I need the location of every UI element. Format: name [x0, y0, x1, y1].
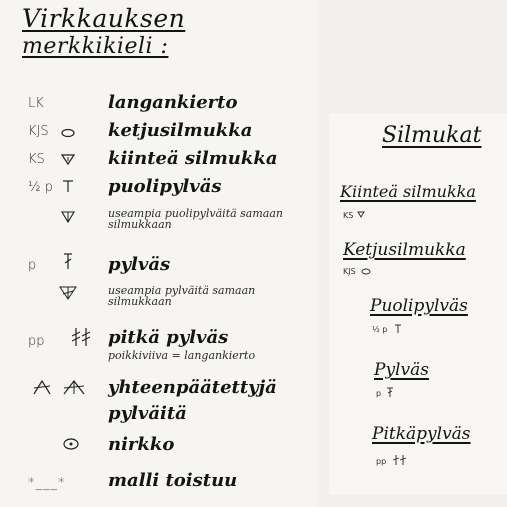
- right-abbr-half-double: ½ p: [372, 325, 388, 334]
- abbr-lk: LK: [28, 96, 44, 111]
- chart-title-line-2: merkkikieli :: [22, 34, 169, 59]
- abbr-kjs: KJS: [28, 124, 49, 139]
- double-crochet-cluster-icon: [58, 285, 78, 301]
- right-abbr-kjs: KJS: [343, 267, 356, 276]
- right-term-puolipylvas: Puolipylväs: [370, 296, 468, 316]
- right-term-kiintea-silmukka: Kiinteä silmukka: [340, 182, 476, 201]
- right-abbr-pp: pp: [376, 457, 387, 466]
- note-cross-line: poikkiviiva = langankierto: [108, 349, 256, 362]
- right-term-pylvas: Pylväs: [374, 360, 429, 380]
- term-pylvas: pylväs: [108, 254, 171, 275]
- half-double-crochet-icon: [60, 179, 76, 193]
- treble-crochet-icon: [392, 454, 408, 466]
- abbr-p: p: [28, 258, 37, 273]
- half-double-crochet-icon: [394, 324, 402, 334]
- right-abbr-ks: KS: [343, 211, 354, 220]
- chart-title-line-1: Virkkauksen: [22, 4, 186, 33]
- right-term-pitkapylvas: Pitkäpylväs: [372, 424, 471, 444]
- abbr-half-double: ½ p: [28, 180, 53, 195]
- term-puolipylvas: puolipylväs: [108, 176, 222, 197]
- picot-icon: [62, 437, 80, 451]
- term-pitka-pylvas: pitkä pylväs: [108, 327, 229, 348]
- abbr-pp: pp: [28, 334, 45, 349]
- double-crochet-icon: [386, 387, 394, 398]
- half-double-cluster-icon: [60, 210, 76, 224]
- chain-stitch-icon: [361, 268, 371, 275]
- note-multiple-half-double: useampia puolipylväitä samaan silmukkaan: [108, 207, 284, 231]
- right-chart-title: Silmukat: [382, 123, 482, 148]
- right-term-ketjusilmukka: Ketjusilmukka: [343, 240, 466, 260]
- chain-stitch-icon: [60, 128, 76, 138]
- term-kiintea-silmukka: kiinteä silmukka: [108, 148, 278, 169]
- term-langankierto: langankierto: [108, 92, 238, 113]
- single-crochet-icon: [60, 152, 76, 166]
- right-abbr-p: p: [376, 389, 382, 398]
- abbr-ks: KS: [28, 152, 45, 167]
- double-crochet-icon: [60, 252, 76, 270]
- term-ketjusilmukka: ketjusilmukka: [108, 120, 253, 141]
- single-crochet-icon: [357, 211, 365, 219]
- decrease-cluster-icon: [30, 378, 90, 398]
- term-malli-toistuu: malli toistuu: [108, 470, 238, 491]
- term-yhteenpaatettyja-pylvaita: yhteenpäätettyjä pylväitä: [108, 377, 277, 424]
- term-nirkko: nirkko: [108, 434, 175, 455]
- treble-crochet-icon: [70, 326, 94, 348]
- abbr-repeat: *___*: [28, 476, 66, 491]
- note-multiple-double: useampia pylväitä samaan silmukkaan: [108, 284, 256, 308]
